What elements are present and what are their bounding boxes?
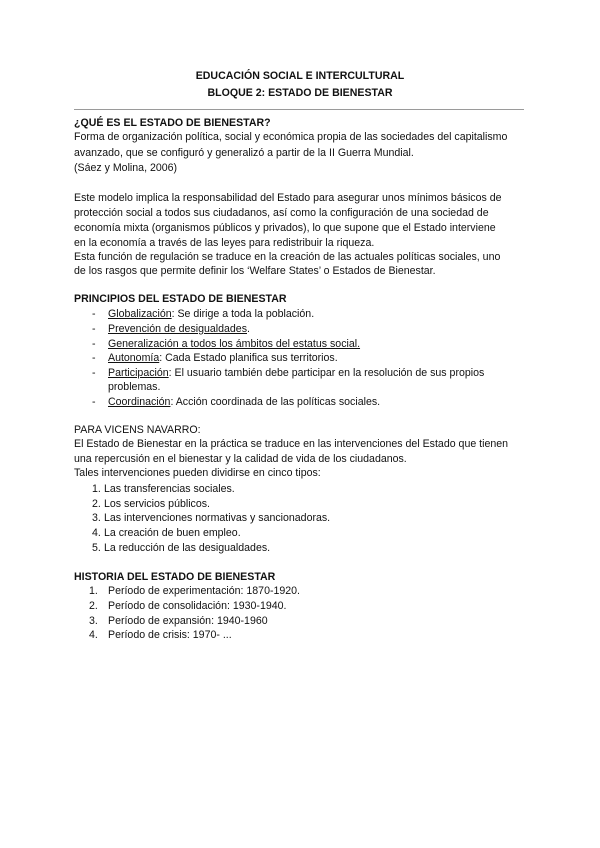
list-number: 4.	[92, 527, 101, 539]
section-title: HISTORIA DEL ESTADO DE BIENESTAR	[74, 571, 276, 583]
list-item: La reducción de las desigualdades.	[104, 542, 271, 554]
paragraph-line: Tales intervenciones pueden dividirse en cinco tipos:	[74, 467, 321, 479]
list-number: 4.	[89, 629, 98, 641]
bullet: -	[92, 396, 96, 408]
list-number: 5.	[92, 542, 101, 554]
list-item: Las transferencias sociales.	[104, 483, 235, 495]
paragraph-line: economía mixta (organismos públicos y privados), lo que supone que el Estado interviene	[74, 222, 496, 234]
list-item: Período de experimentación: 1870-1920.	[108, 585, 300, 597]
header-title: EDUCACIÓN SOCIAL E INTERCULTURAL	[195, 70, 405, 82]
paragraph-line: Forma de organización política, social y económica propia de las sociedades del capitalismo	[74, 131, 508, 143]
item-text: .	[247, 323, 250, 335]
section-title: ¿QUÉ ES EL ESTADO DE BIENESTAR?	[74, 117, 271, 129]
paragraph-line: una repercusión en el bienestar y la calidad de vida de los ciudadanos.	[74, 453, 407, 465]
list-number: 3.	[92, 512, 101, 524]
header-divider	[74, 109, 524, 110]
list-number: 3.	[89, 615, 98, 627]
paragraph-line: protección social a todos sus ciudadanos, así como la configuración de una sociedad de	[74, 207, 489, 219]
item-term: Autonomía	[108, 352, 160, 364]
item-text: : Cada Estado planifica sus territorios.	[159, 352, 338, 364]
list-item: Período de crisis: 1970- ...	[108, 629, 232, 641]
item-text: : Se dirige a toda la población.	[171, 308, 315, 320]
list-item	[108, 338, 360, 351]
paragraph-line: avanzado, que se configuró y generalizó a partir de la II Guerra Mundial.	[74, 147, 414, 159]
list-item	[108, 396, 380, 409]
section-title: PARA VICENS NAVARRO:	[74, 424, 201, 436]
list-number: 2.	[89, 600, 98, 612]
item-term: Globalización	[108, 308, 172, 320]
item-text: : Acción coordinada de las políticas sociales.	[170, 396, 381, 408]
list-item: La creación de buen empleo.	[104, 527, 241, 539]
bullet: -	[92, 352, 96, 364]
list-item: Período de expansión: 1940-1960	[108, 615, 268, 627]
bullet: -	[92, 338, 96, 350]
item-term: Coordinación	[108, 396, 171, 408]
citation: (Sáez y Molina, 2006)	[74, 162, 178, 174]
list-item	[108, 308, 314, 321]
item-text: : El usuario también debe participar en la resolución de sus propios	[168, 367, 485, 379]
section-title: PRINCIPIOS DEL ESTADO DE BIENESTAR	[74, 293, 287, 305]
bullet: -	[92, 308, 96, 320]
list-number: 2.	[92, 498, 101, 510]
bullet: -	[92, 367, 96, 379]
header-subtitle: BLOQUE 2: ESTADO DE BIENESTAR	[207, 87, 393, 99]
paragraph-line: Este modelo implica la responsabilidad del Estado para asegurar unos mínimos básicos de	[74, 192, 502, 204]
item-term: Participación	[108, 367, 169, 379]
list-item: Período de consolidación: 1930-1940.	[108, 600, 287, 612]
item-term: Prevención de desigualdades	[108, 323, 247, 335]
list-number: 1.	[89, 585, 98, 597]
bullet: -	[92, 323, 96, 335]
list-item: Las intervenciones normativas y sancionadoras.	[104, 512, 331, 524]
item-term: Generalización a todos los ámbitos del estatus social.	[108, 338, 361, 350]
paragraph-line: Esta función de regulación se traduce en la creación de las actuales políticas sociales, uno	[74, 251, 501, 263]
list-item	[108, 352, 338, 365]
list-number: 1.	[92, 483, 101, 495]
list-item	[108, 323, 250, 336]
paragraph-line: El Estado de Bienestar en la práctica se traduce en las intervenciones del Estado que tienen	[74, 438, 509, 450]
paragraph-line: en la economía a través de las leyes para redistribuir la riqueza.	[74, 237, 375, 249]
list-item: Los servicios públicos.	[104, 498, 210, 510]
list-item-continuation: problemas.	[108, 381, 161, 393]
paragraph-line: de los rasgos que permite definir los ‘Welfare States’ o Estados de Bienestar.	[74, 265, 436, 277]
list-item	[108, 367, 484, 380]
